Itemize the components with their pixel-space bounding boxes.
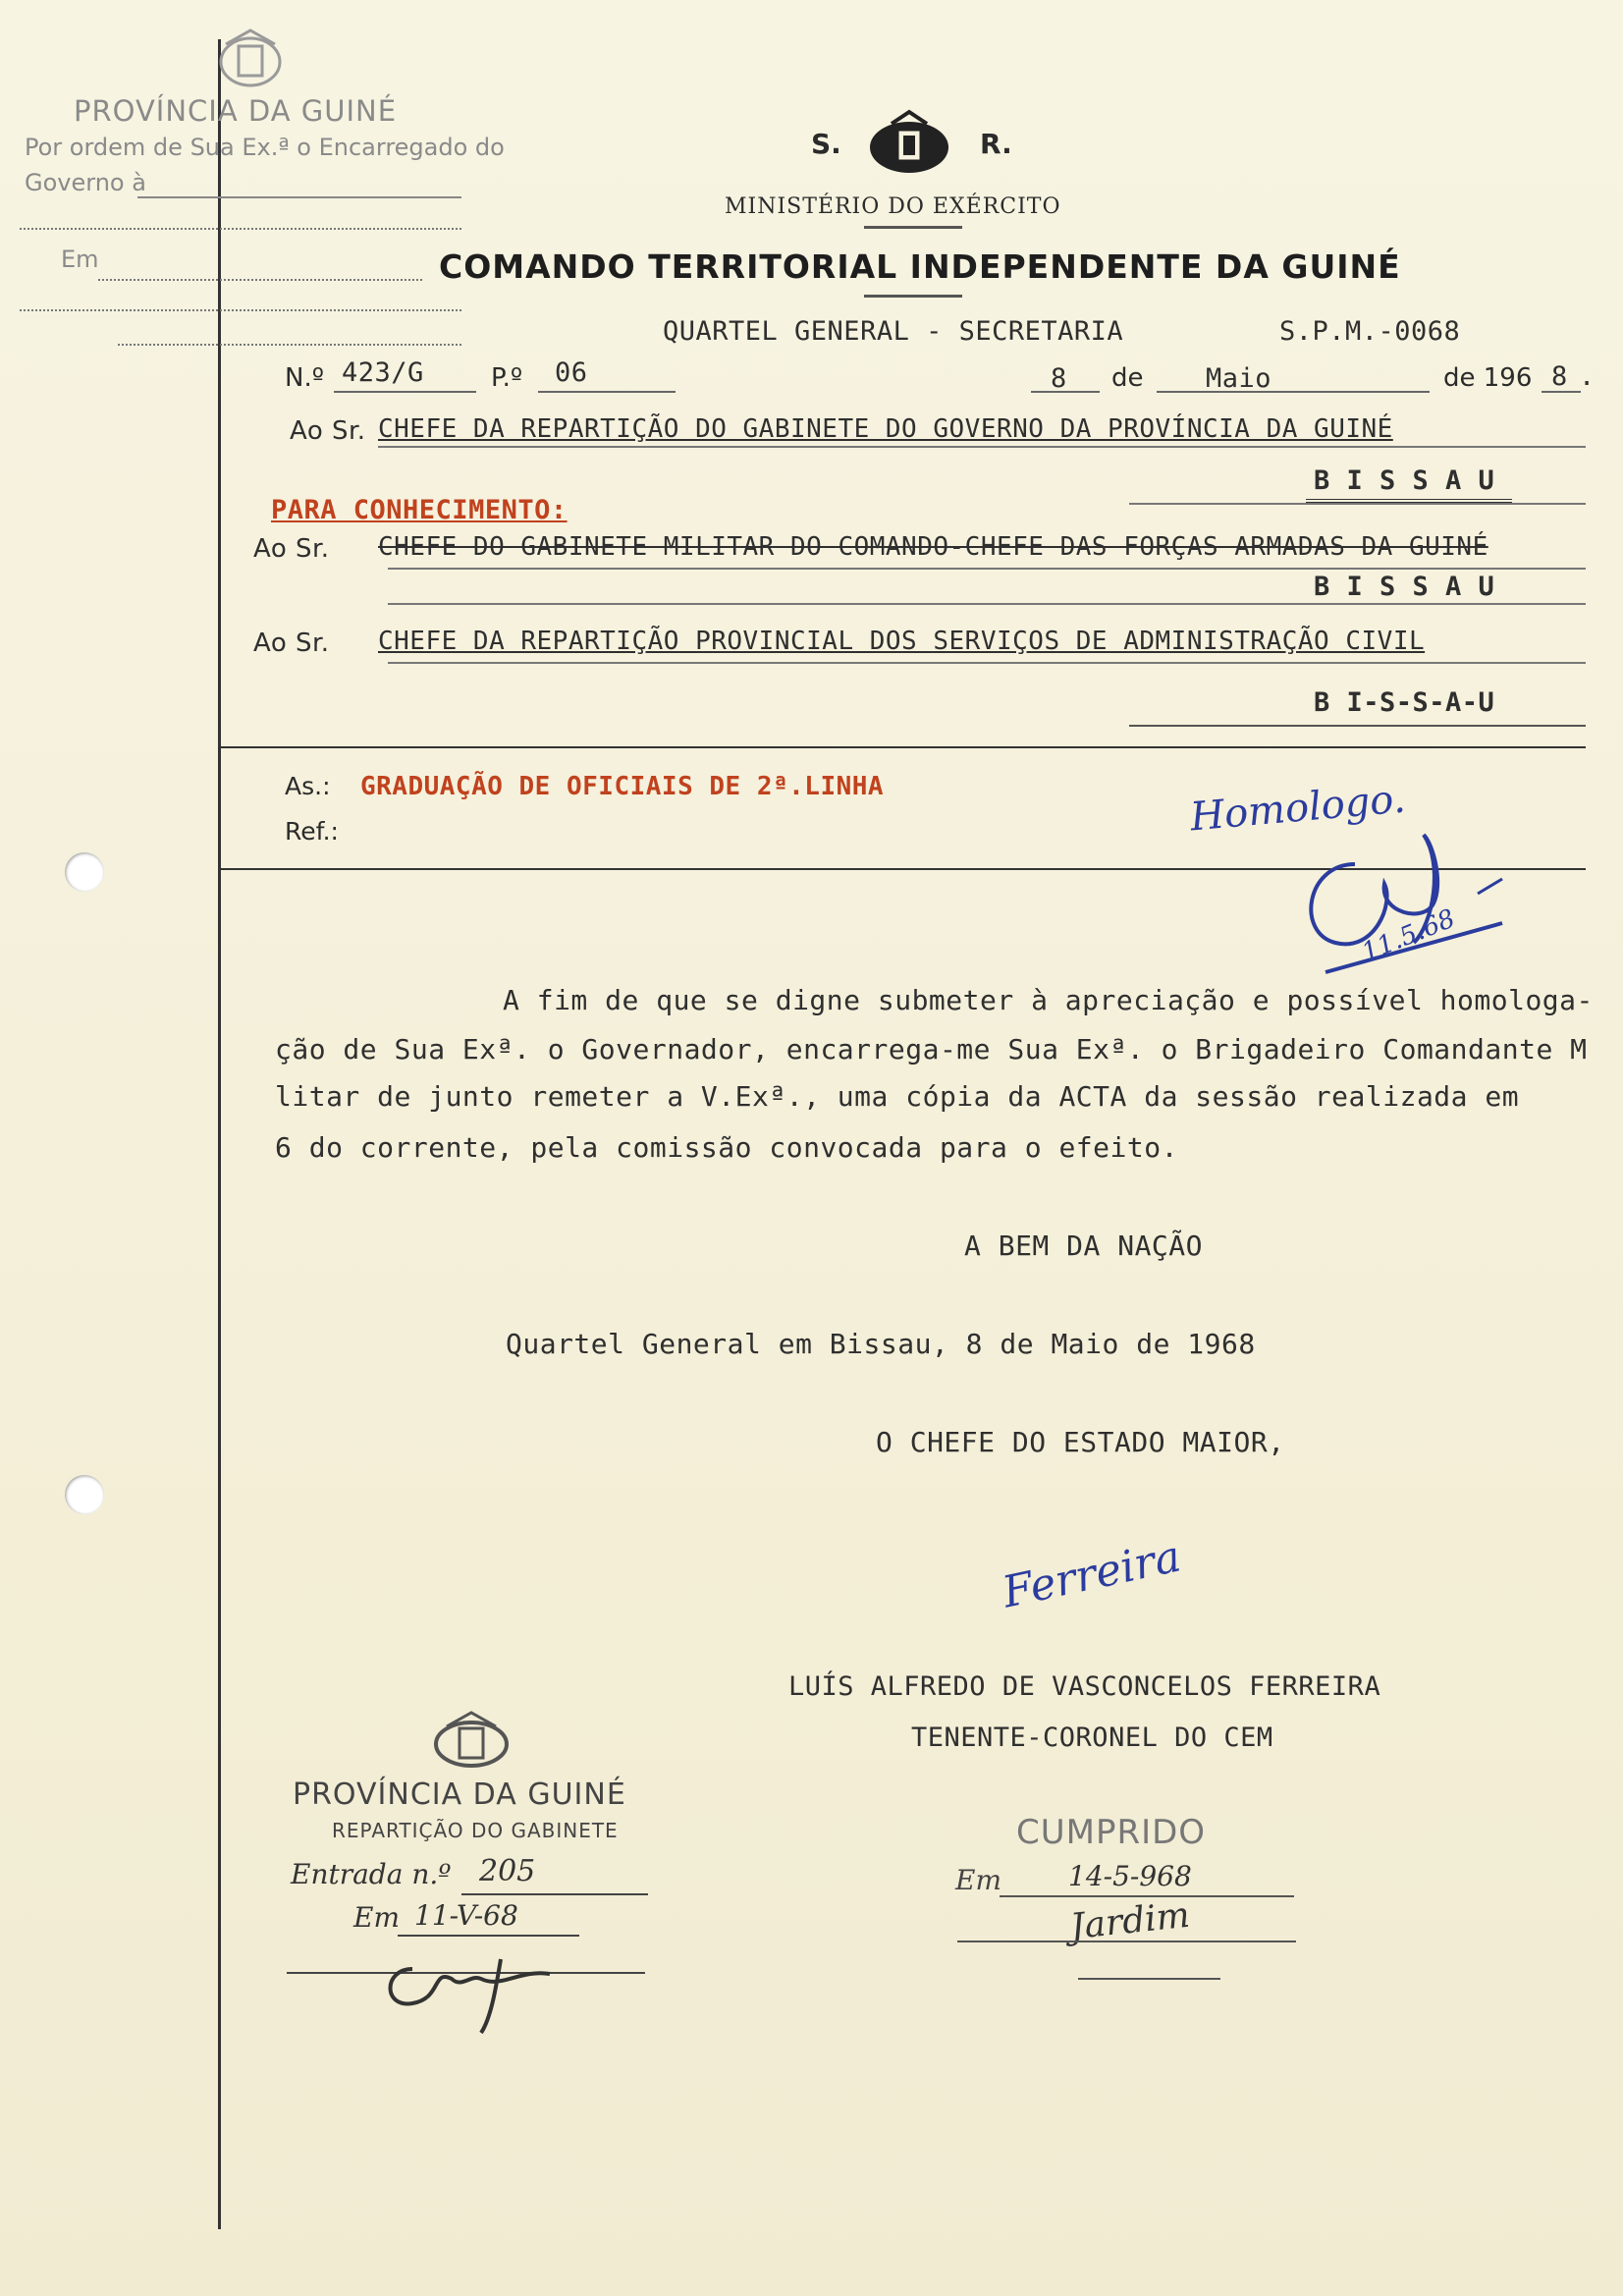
process-value: 06 (555, 357, 588, 388)
cc2-city: B I-S-S-A-U (1314, 687, 1495, 718)
date-end: . (1579, 361, 1596, 392)
corner-stamp-province: PROVÍNCIA DA GUINÉ (74, 94, 398, 128)
number-value: 423/G (342, 357, 424, 388)
stamp-coat-of-arms-icon (427, 1709, 515, 1774)
date-day: 8 (1051, 363, 1067, 394)
cc1-city: B I S S A U (1314, 572, 1495, 602)
cc2-prefix: Ao Sr. (253, 629, 330, 658)
ref-label: Ref.: (285, 817, 339, 846)
entry-stamp-signature (373, 1949, 569, 2038)
hq-secretaria: QUARTEL GENERAL - SECRETARIA (663, 316, 1124, 347)
recipient-main-prefix: Ao Sr. (290, 416, 366, 446)
body-line-1: A fim de que se digne submeter à apreciação e possível homologa- (503, 984, 1594, 1016)
closing-motto: A BEM DA NAÇÃO (964, 1230, 1204, 1262)
date-month: Maio (1206, 363, 1272, 394)
date-de: de (1111, 363, 1144, 393)
closing-role: O CHEFE DO ESTADO MAIOR, (876, 1426, 1285, 1458)
cc1-recipient: CHEFE DO GABINETE MILITAR DO COMANDO-CHEFE DAS FORÇAS ARMADAS DA GUINÉ (378, 532, 1488, 562)
corner-stamp-line2: Governo à (25, 169, 146, 196)
margin-rule (218, 39, 221, 2229)
corner-stamp-line3: Em (61, 246, 99, 273)
recipient-main-city: B I S S A U (1314, 465, 1495, 496)
done-em-date: 14-5-968 (1068, 1860, 1192, 1892)
handwritten-homologo: Homologo. (1188, 776, 1408, 841)
entry-stamp-province: PROVÍNCIA DA GUINÉ (293, 1777, 626, 1812)
entry-label: Entrada n.º (291, 1858, 452, 1890)
subject-label: As.: (285, 772, 331, 800)
punch-hole-top (65, 852, 104, 892)
closing-place-date: Quartel General em Bissau, 8 de Maio de 1968 (506, 1328, 1256, 1360)
header-s: S. (811, 128, 841, 160)
done-em-label: Em (955, 1864, 1001, 1896)
coat-of-arms-icon (206, 25, 295, 93)
command-title: COMANDO TERRITORIAL INDEPENDENTE DA GUINÉ (439, 247, 1401, 286)
signatory-name: LUÍS ALFREDO DE VASCONCELOS FERREIRA (788, 1671, 1381, 1702)
national-emblem-icon (862, 108, 956, 183)
entry-em-date: 11-V-68 (414, 1899, 518, 1932)
punch-hole-bottom (65, 1475, 104, 1514)
cc-label: PARA CONHECIMENTO: (271, 495, 568, 525)
process-label: P.º (491, 363, 523, 393)
recipient-main: CHEFE DA REPARTIÇÃO DO GABINETE DO GOVERNO DA PROVÍNCIA DA GUINÉ (378, 414, 1393, 444)
done-signature: Jardim (1068, 1894, 1192, 1948)
spm-code: S.P.M.-0068 (1279, 316, 1461, 347)
body-line-3: litar de junto remeter a V.Exª., uma cópia da ACTA da sessão realizada em (275, 1080, 1520, 1113)
entry-em-label: Em (353, 1901, 400, 1934)
entry-stamp-dept: REPARTIÇÃO DO GABINETE (332, 1819, 619, 1842)
date-year-digit: 8 (1551, 361, 1568, 392)
subject-value: GRADUAÇÃO DE OFICIAIS DE 2ª.LINHA (360, 772, 885, 801)
handwritten-initials-signature (1286, 825, 1542, 992)
body-line-2: ção de Sua Exª. o Governador, encarrega-me Sua Exª. o Brigadeiro Comandante M (275, 1033, 1588, 1066)
header-r: R. (980, 128, 1012, 160)
date-year-label: de 196 (1443, 363, 1533, 393)
signatory-rank: TENENTE-CORONEL DO CEM (911, 1722, 1273, 1753)
cc1-prefix: Ao Sr. (253, 534, 330, 564)
body-line-4: 6 do corrente, pela comissão convocada para o efeito. (275, 1131, 1178, 1164)
ministry-title: MINISTÉRIO DO EXÉRCITO (725, 194, 1061, 219)
cc2-recipient: CHEFE DA REPARTIÇÃO PROVINCIAL DOS SERVIÇOS DE ADMINISTRAÇÃO CIVIL (378, 627, 1426, 656)
chief-signature: Ferreira (998, 1531, 1185, 1618)
handwritten-date-note: 11.5.68 (1357, 903, 1460, 968)
entry-number: 205 (479, 1854, 536, 1888)
done-stamp-label: CUMPRIDO (1016, 1813, 1207, 1852)
number-label: N.º (285, 363, 324, 393)
corner-stamp-line1: Por ordem de Sua Ex.ª o Encarregado do (25, 134, 505, 161)
